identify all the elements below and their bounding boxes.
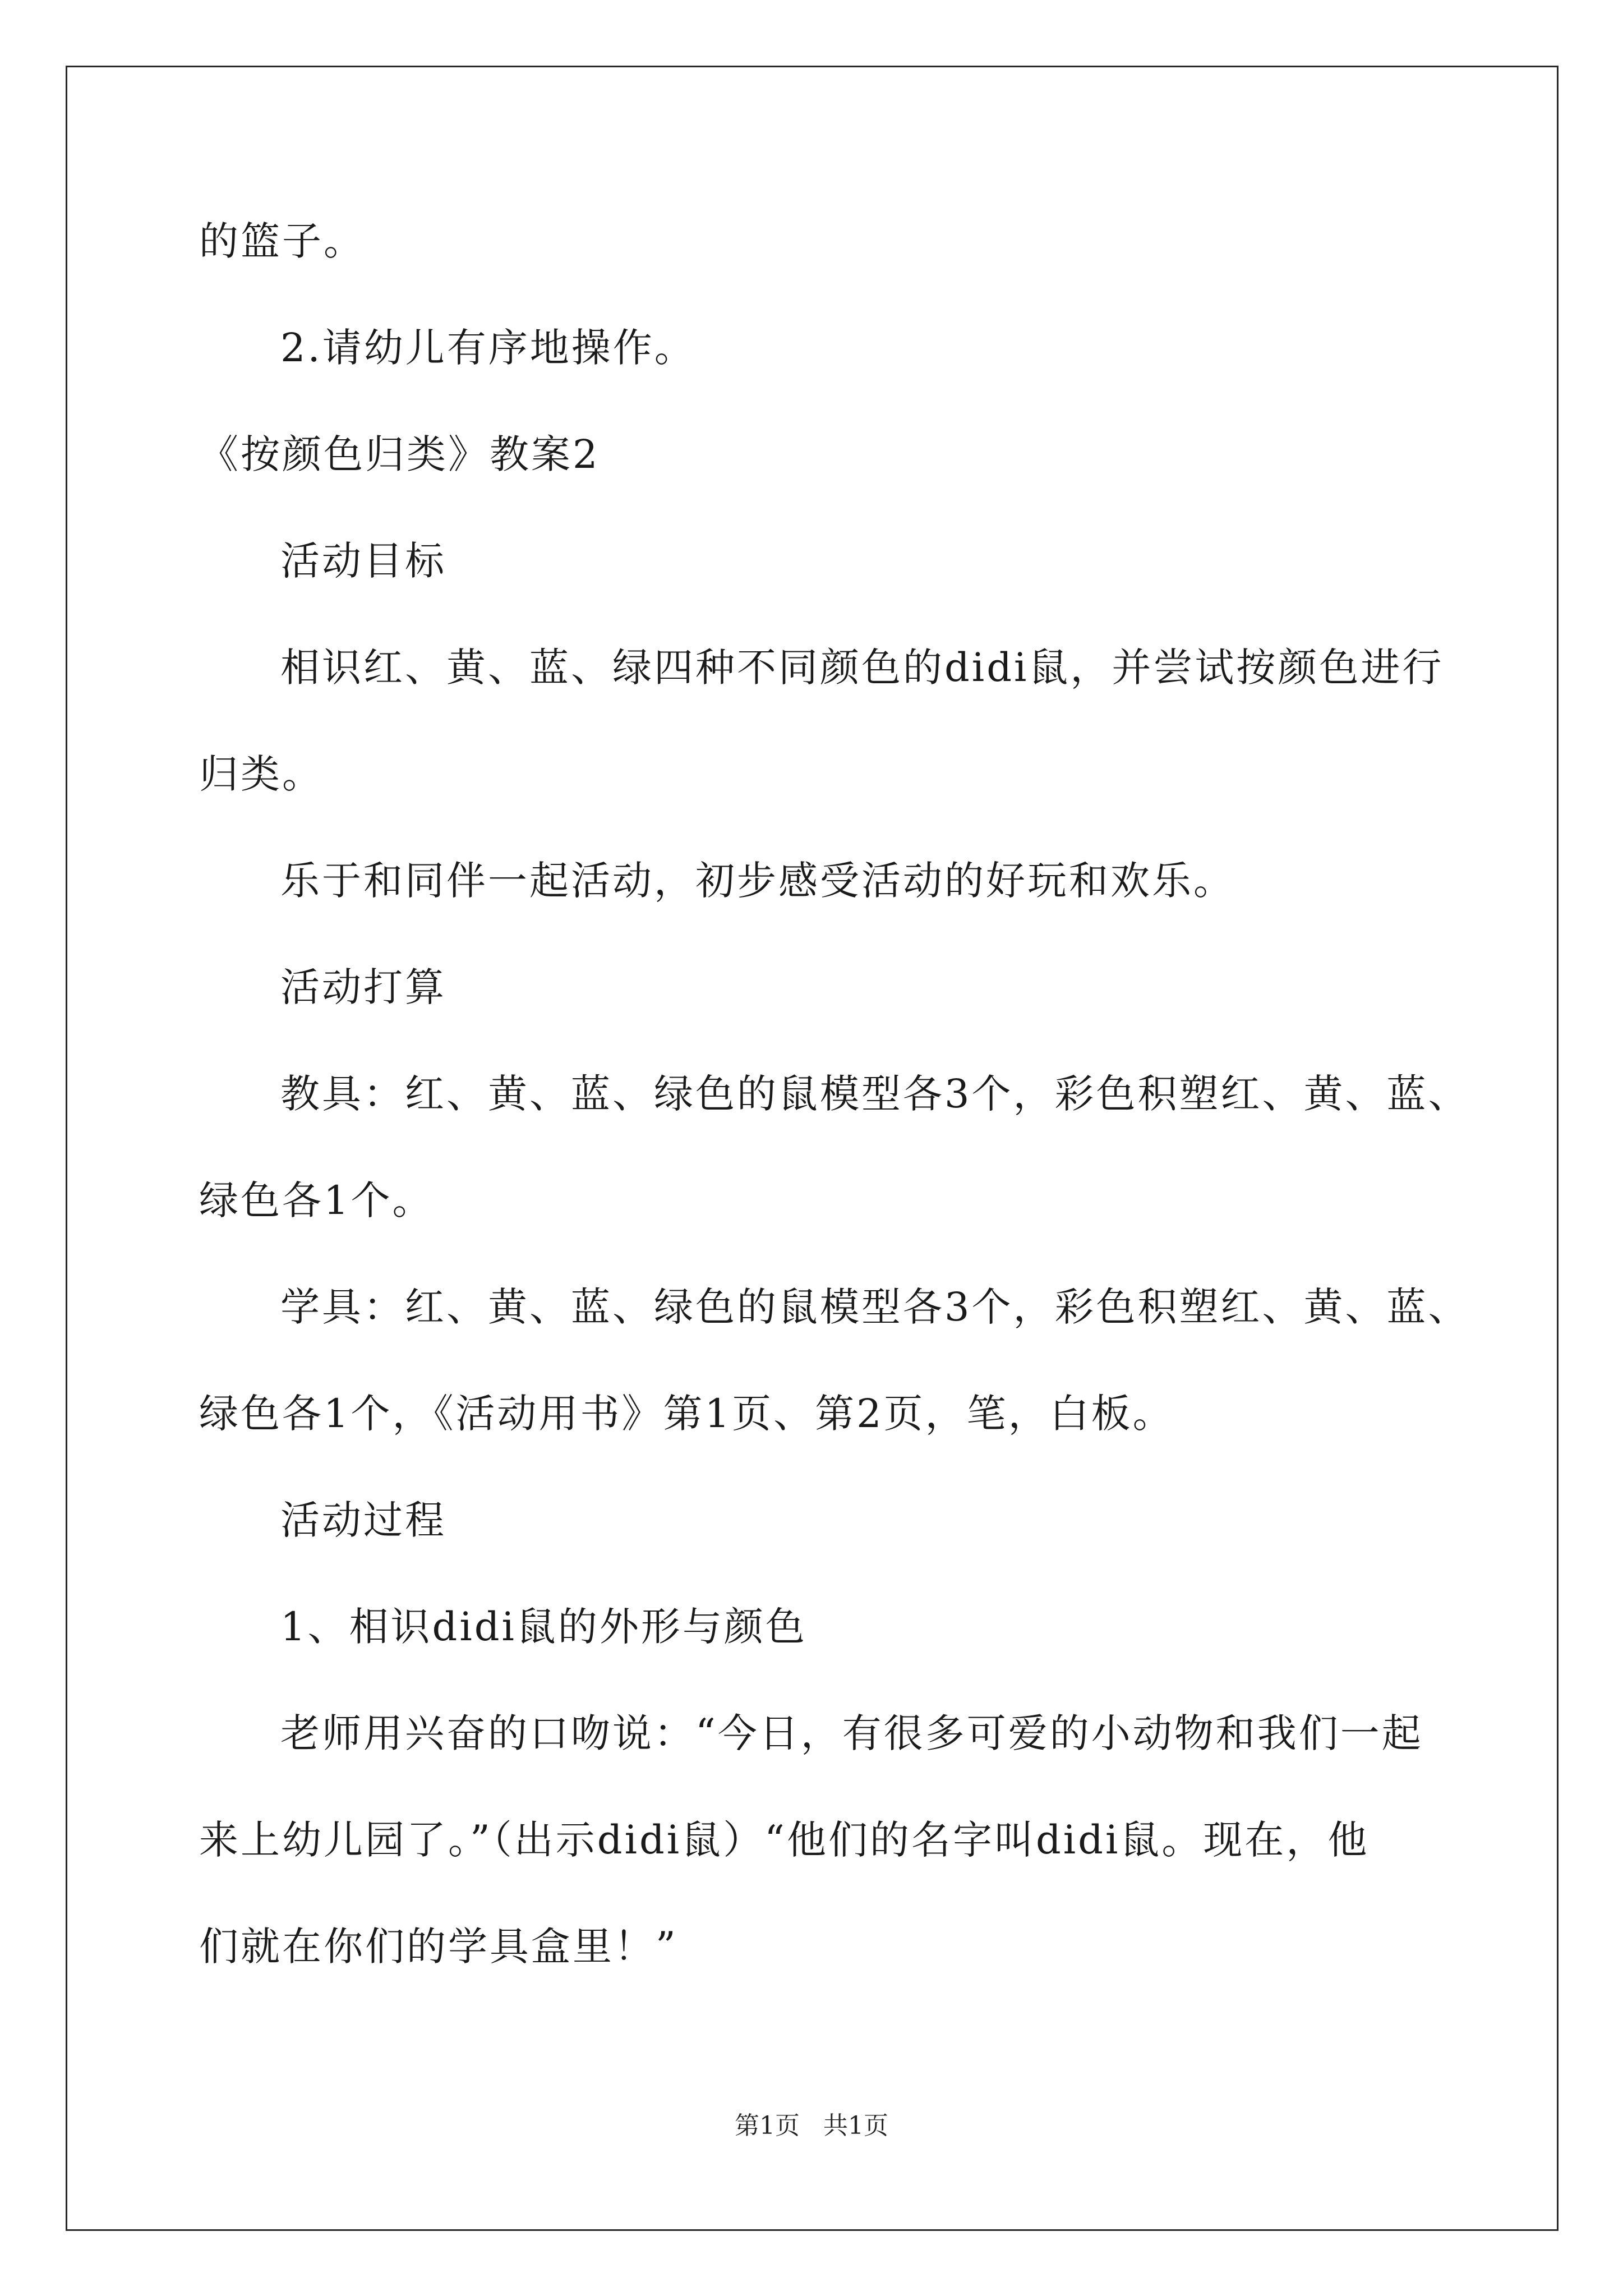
heading-activity-preparation: 活动打算 <box>280 964 446 1010</box>
paragraph-line: 的篮子。 <box>199 218 365 264</box>
heading-activity-process: 活动过程 <box>280 1497 446 1543</box>
paragraph-line: 乐于和同伴一起活动，初步感受活动的好玩和欢乐。 <box>280 858 1235 904</box>
paragraph-line: 归类。 <box>199 751 324 797</box>
paragraph-line: 绿色各1个。 <box>199 1177 434 1223</box>
heading-activity-goals: 活动目标 <box>280 538 446 584</box>
paragraph-line: 教具：红、黄、蓝、绿色的鼠模型各3个，彩色积塑红、黄、蓝、 <box>280 1071 1470 1117</box>
page-border <box>66 66 1559 2231</box>
paragraph-line: 来上幼儿园了。”（出示didi鼠）“他们的名字叫didi鼠。现在，他 <box>199 1817 1370 1863</box>
paragraph-line: 1、相识didi鼠的外形与颜色 <box>280 1604 807 1650</box>
page-number: 第1页 <box>735 2111 800 2140</box>
paragraph-line: 们就在你们的学具盒里！” <box>199 1924 678 1970</box>
section-title: 《按颜色归类》教案2 <box>199 431 600 477</box>
paragraph-line: 学具：红、黄、蓝、绿色的鼠模型各3个，彩色积塑红、黄、蓝、 <box>280 1284 1470 1330</box>
paragraph-line: 2.请幼儿有序地操作。 <box>280 325 696 371</box>
paragraph-line: 绿色各1个，《活动用书》第1页、第2页，笔，白板。 <box>199 1391 1174 1437</box>
page-footer <box>0 2109 1623 2143</box>
paragraph-line: 老师用兴奋的口吻说：“今日，有很多可爱的小动物和我们一起 <box>280 1710 1423 1756</box>
paragraph-line: 相识红、黄、蓝、绿四种不同颜色的didi鼠，并尝试按颜色进行 <box>280 645 1444 691</box>
page-total: 共1页 <box>823 2111 888 2140</box>
